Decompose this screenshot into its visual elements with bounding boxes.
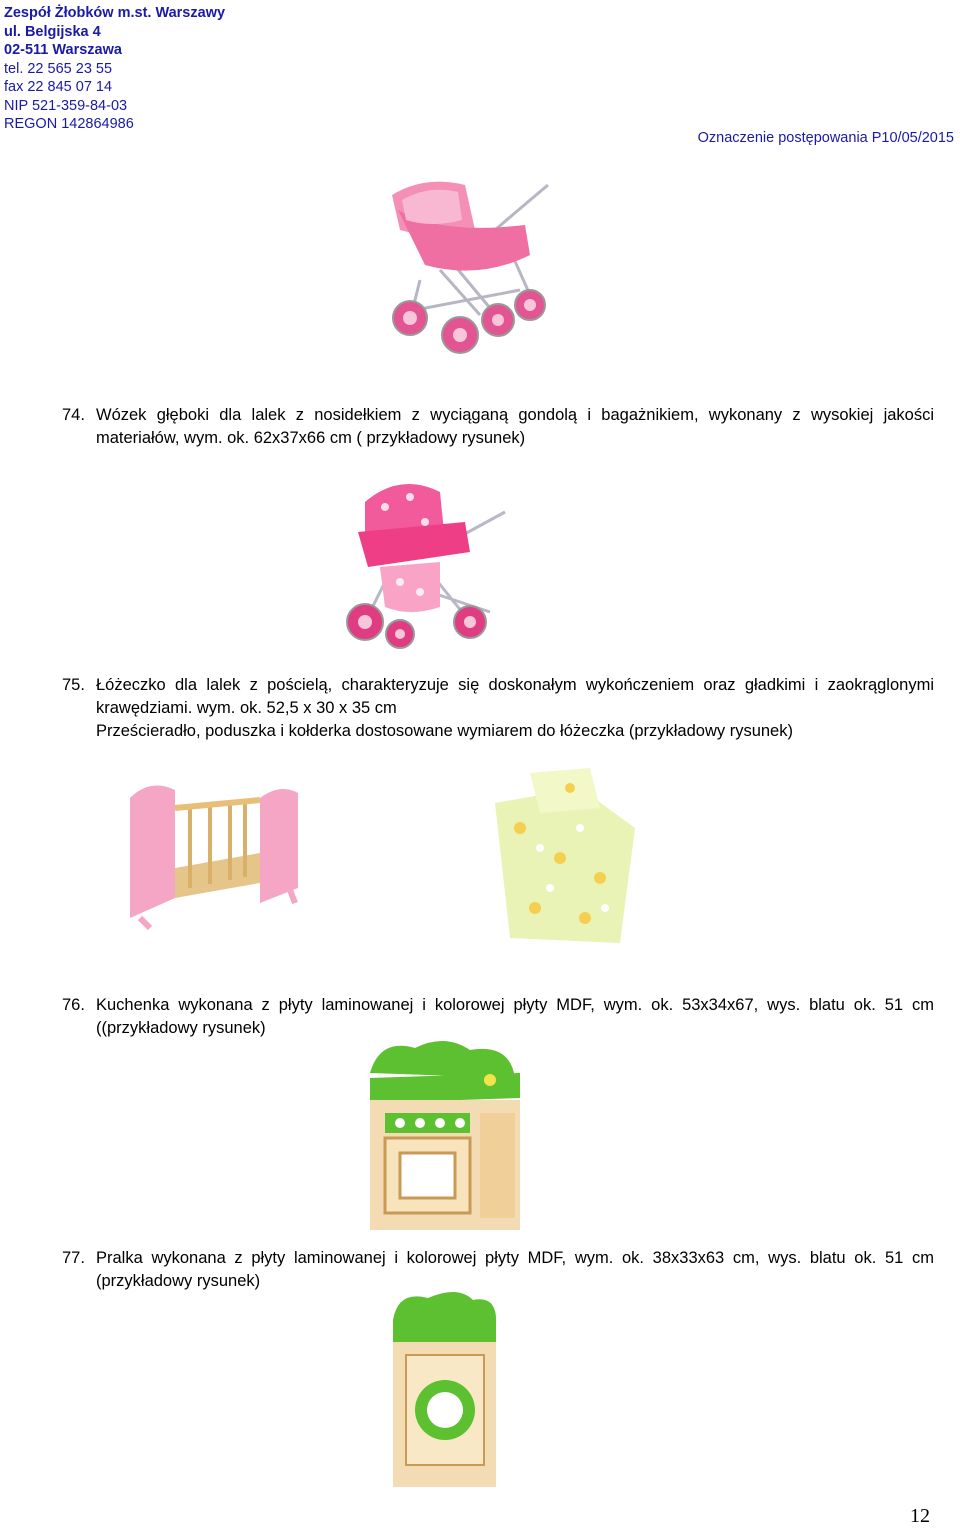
item-75 — [62, 674, 934, 743]
item-number: 75. — [62, 676, 85, 694]
stroller-image — [340, 472, 520, 652]
item-description-bedding: Prześcieradło, poduszka i kołderka dostosowane wymiarem do łóżeczka (przykładowy rysunek) — [96, 722, 793, 740]
page-number: 12 — [910, 1505, 930, 1527]
item-77 — [62, 1247, 934, 1293]
item-description: Pralka wykonana z płyty laminowanej i kolorowej płyty MDF, wym. ok. 38x33x63 cm, wys. blatu ok. 51 cm (przykładowy rysunek) — [96, 1249, 934, 1290]
street: ul. Belgijska 4 — [4, 23, 101, 40]
item-76 — [62, 994, 934, 1040]
pram-image — [380, 170, 560, 360]
item-description: Wózek głęboki dla lalek z nosidełkiem z wyciąganą gondolą i bagażnikiem, wykonany z wysokiej jakości materiałów, wym. ok. 62x37x66 cm ( przykładowy rysunek) — [96, 406, 934, 447]
item-description: Kuchenka wykonana z płyty laminowanej i kolorowej płyty MDF, wym. ok. 53x34x67, wys. blatu ok. 51 cm ((przykładowy rysunek) — [96, 996, 934, 1037]
phone: tel. 22 565 23 55 — [4, 60, 113, 77]
washing-machine-image — [388, 1290, 500, 1490]
kitchen-image — [360, 1038, 530, 1233]
item-74 — [62, 404, 934, 450]
doll-bed-image — [120, 778, 310, 933]
org-name: Zespół Żłobków m.st. Warszawy — [4, 5, 226, 21]
item-number: 77. — [62, 1249, 85, 1267]
item-number: 74. — [62, 406, 85, 424]
bedding-image — [490, 768, 640, 946]
item-description: Łóżeczko dla lalek z pościelą, charakteryzuje się doskonałym wykończeniem oraz gładkimi i zaokrąglonymi krawędziami. wym. ok. 52,5 x 30 x 35 cm — [96, 676, 934, 717]
item-number: 76. — [62, 996, 85, 1014]
address-block — [4, 4, 225, 134]
fax: fax 22 845 07 14 — [4, 79, 113, 95]
postal-city: 02-511 Warszawa — [4, 42, 122, 58]
nip: NIP 521-359-84-03 — [4, 97, 128, 114]
regon: REGON 142864986 — [4, 116, 134, 132]
procedure-reference: Oznaczenie postępowania P10/05/2015 — [697, 130, 954, 146]
